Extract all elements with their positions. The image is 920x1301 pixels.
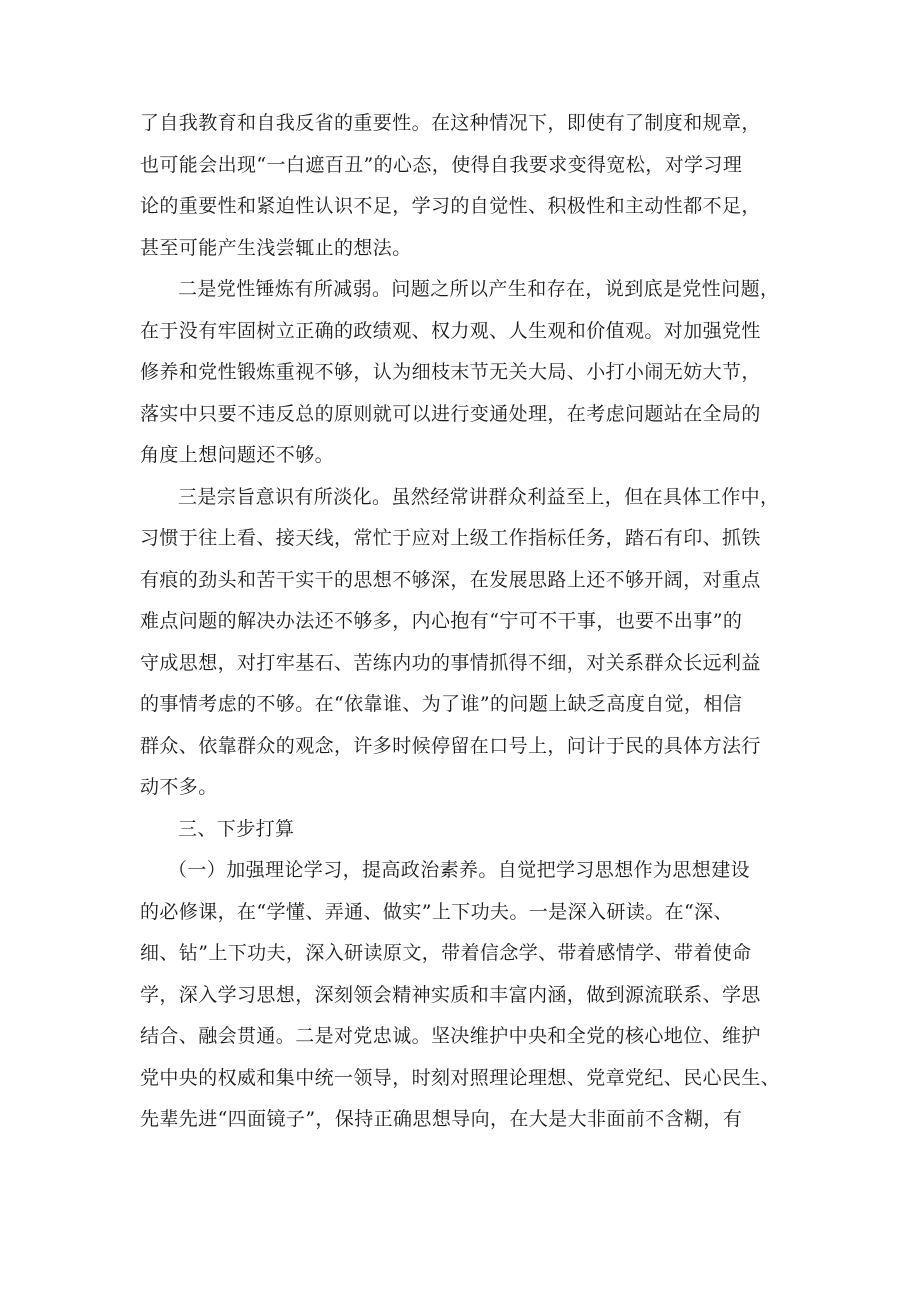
- text-line: 细、钻”上下功夫，深入研读原文，带着信念学、带着感情学、带着使命: [140, 942, 752, 964]
- text-line: 学，深入学习思想，深刻领会精神实质和丰富内涵，做到源流联系、学思: [140, 983, 761, 1006]
- text-line: 有痕的劲头和苦干实干的思想不够深，在发展思路上还不够开阔，对重点: [140, 568, 761, 591]
- text-line: 习惯于往上看、接天线，常忙于应对上级工作指标任务，踏石有印、抓铁: [140, 527, 761, 549]
- paragraph-start-line: 三是宗旨意识有所淡化。虽然经常讲群众利益至上，但在具体工作中，: [178, 485, 780, 508]
- document-body: [140, 103, 800, 1141]
- text-line: 甚至可能产生浅尝辄止的想法。: [140, 236, 412, 259]
- text-line: 党中央的权威和集中统一领导，时刻对照理论理想、党章党纪、民心民生、: [140, 1066, 781, 1089]
- text-line: 落实中只要不违反总的原则就可以进行变通处理，在考虑问题站在全局的: [140, 402, 761, 425]
- text-line: 修养和党性锻炼重视不够，认为细枝末节无关大局、小打小闹无妨大节，: [140, 361, 761, 383]
- text-line: 结合、融会贯通。二是对党忠诚。坚决维护中央和全党的核心地位、维护: [140, 1025, 761, 1047]
- text-line: 守成思想，对打牢基石、苦练内功的事情抓得不细，对关系群众长远利益: [140, 651, 761, 674]
- text-line: 群众、依靠群众的观念，许多时候停留在口号上，问计于民的具体方法行: [140, 734, 761, 757]
- section-heading: 三、下步打算: [178, 817, 295, 840]
- text-line: 角度上想问题还不够。: [140, 444, 335, 466]
- text-line: 的必修课，在“学懂、弄通、做实”上下功夫。一是深入研读。在“深、: [140, 900, 733, 923]
- text-line: 论的重要性和紧迫性认识不足，学习的自觉性、积极性和主动性都不足，: [140, 195, 761, 217]
- text-line: 也可能会出现“一白遮百丑”的心态，使得自我要求变得宽松，对学习理: [140, 153, 743, 176]
- paragraph-start-line: 二是党性锤炼有所减弱。问题之所以产生和存在，说到底是党性问题，: [178, 278, 780, 300]
- text-line: 的事情考虑的不够。在“依靠谁、为了谁”的问题上缺乏高度自觉，相信: [140, 693, 743, 715]
- subsection-start-line: （一）加强理论学习，提高政治素养。自觉把学习思想作为思想建设: [168, 859, 751, 881]
- text-line: 在于没有牢固树立正确的政绩观、权力观、人生观和价值观。对加强党性: [140, 319, 761, 342]
- text-line: 了自我教育和自我反省的重要性。在这种情况下，即使有了制度和规章，: [140, 112, 761, 134]
- text-line: 先辈先进“四面镜子”，保持正确思想导向，在大是大非面前不含糊，有: [140, 1108, 743, 1130]
- text-line: 动不多。: [140, 776, 218, 798]
- text-line: 难点问题的解决办法还不够多，内心抱有“宁可不干事，也要不出事”的: [140, 610, 743, 632]
